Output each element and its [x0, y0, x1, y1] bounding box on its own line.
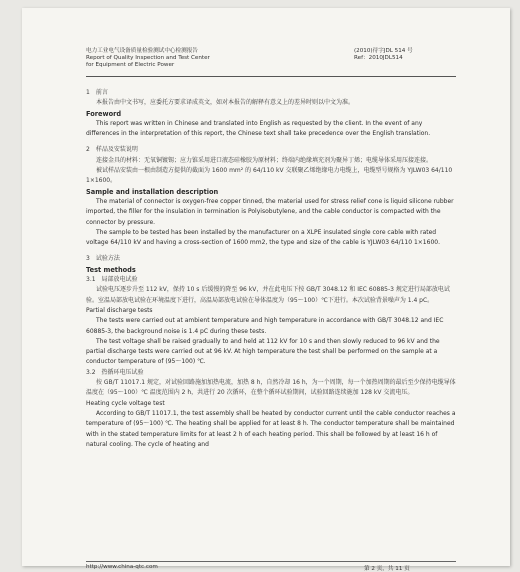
header-ref-en: Ref：2010JDL514	[354, 55, 403, 62]
report-page	[22, 8, 510, 572]
section-3-1-heading-cn: 3.1 局部放电试验	[86, 276, 138, 284]
section-2-heading-cn: 2 样品及安装说明	[86, 146, 138, 154]
section-3-2-text-en: According to GB/T 11017.1, the test assembly shall be heated by conductor current until the cable conductor reaches a temperature of (95～100) ℃. The heating shall be applied for at least 8 h. The conductor temperature shall be maintained with in the stated temperature limits for at least 2 h of each heating period. This shall be followed by at least 16 h of natural cooling. The cycle of heating and	[86, 409, 456, 448]
section-1-text-en: This report was written in Chinese and translated into English as requested by the client. In the event of any differences in the interpretation of this report, the Chinese text shall take precedence over the English translation.	[86, 119, 431, 138]
header-org-cn: 电力工业电气设备质量检验测试中心检测报告	[86, 48, 198, 54]
section-1-heading-en: Foreword	[86, 109, 122, 118]
header-org-en-line-1: Report of Quality Inspection and Test Center	[86, 55, 210, 62]
header-org-en-line-2: for Equipment of Electric Power	[86, 62, 175, 69]
section-2-text-cn-1: 连接金具的材料：无氧铜镀锡；应力锥采用进口液态硅橡胶为原材料；终端内绝缘填充剂为聚异丁烯；电缆导体采用压接连接。	[96, 156, 433, 164]
section-3-1-text-cn: 试验电压逐步升至 112 kV，保持 10 s 后缓慢的降至 96 kV，并在此电压下按 GB/T 3048.12 和 IEC 60885-3 规定进行局部放电试验。室温局部放电试验在环境温度下进行，高温局部放电试验在导体温度为（95～100）℃下进行。本次试验背景噪声为 1.4 pC。	[86, 286, 450, 304]
section-3-2-heading-cn: 3.2 热循环电压试验	[86, 368, 144, 376]
header-organization	[86, 48, 210, 70]
section-3-2-heading-en: Heating cycle voltage test	[86, 399, 165, 407]
report-body	[86, 88, 456, 450]
section-1-heading-cn: 1 前言	[86, 89, 108, 96]
section-3-heading-en: Test methods	[86, 265, 136, 274]
section-2-heading-en: Sample and installation description	[86, 187, 219, 196]
footer-url: http://www.china-qtc.com	[86, 564, 158, 570]
section-3-heading-cn: 3 试验方法	[86, 255, 120, 263]
section-2-text-en-1: The material of connector is oxygen-free copper tinned, the material used for stress relief cone is liquid silicone rubber imported, the filler for the insulation in termination is Polyisobutylene, and the cable conductor is compacted with the connector by pressure.	[86, 197, 454, 226]
section-2-text-en-2: The sample to be tested has been installed by the manufacturer on a XLPE insulated single core cable with rated voltage 64/110 kV and having a cross-section of 1600 mm2, the type and size of the cable is YJLW03 64/110 1×1600.	[86, 228, 440, 247]
header-reference	[354, 48, 413, 62]
section-3-2-text-cn: 按 GB/T 11017.1 规定，对试验回路施加加热电流，加热 8 h，自然冷却 16 h，为一个周期，每一个加热周期的最后至少保持电缆导体温度在（95～100）℃ 温度范围内 2 h，共进行 20 次循环，在整个循环试验期间，试验回路连续施加 128 kV 交流电压。	[86, 379, 456, 397]
section-3-1-heading-en: Partial discharge tests	[86, 306, 153, 314]
section-1-text-cn: 本报告由中文书写，应委托方要求译成英文，如对本报告的解释有意义上的差异时则以中文为准。	[96, 99, 355, 107]
section-2-text-cn-2: 被试样品安装由一根由制造方提供的截面为 1600 mm² 的 64/110 kV 交联聚乙烯绝缘电力电缆上，电缆型号规格为 YJLW03 64/110 1×1600。	[86, 167, 453, 185]
section-3-1-text-en-2: The test voltage shall be raised gradually to and held at 112 kV for 10 s and then slowly reduced to 96 kV and the partial discharge tests were carried out at 96 kV. At high temperature the test shall be performed on the sample at a conductor temperature of (95～100) ℃.	[86, 337, 440, 366]
footer-divider	[86, 561, 456, 562]
footer-page-number: 第 2 页，共 11 页	[364, 566, 410, 572]
header-ref-cn: (2010)待字JDL 514 号	[354, 48, 413, 54]
section-3-1-text-en-1: The tests were carried out at ambient temperature and high temperature in accordance with GB/T 3048.12 and IEC 60885-3, the background noise is 1.4 pC during these tests.	[86, 317, 444, 335]
header-divider	[86, 76, 456, 77]
